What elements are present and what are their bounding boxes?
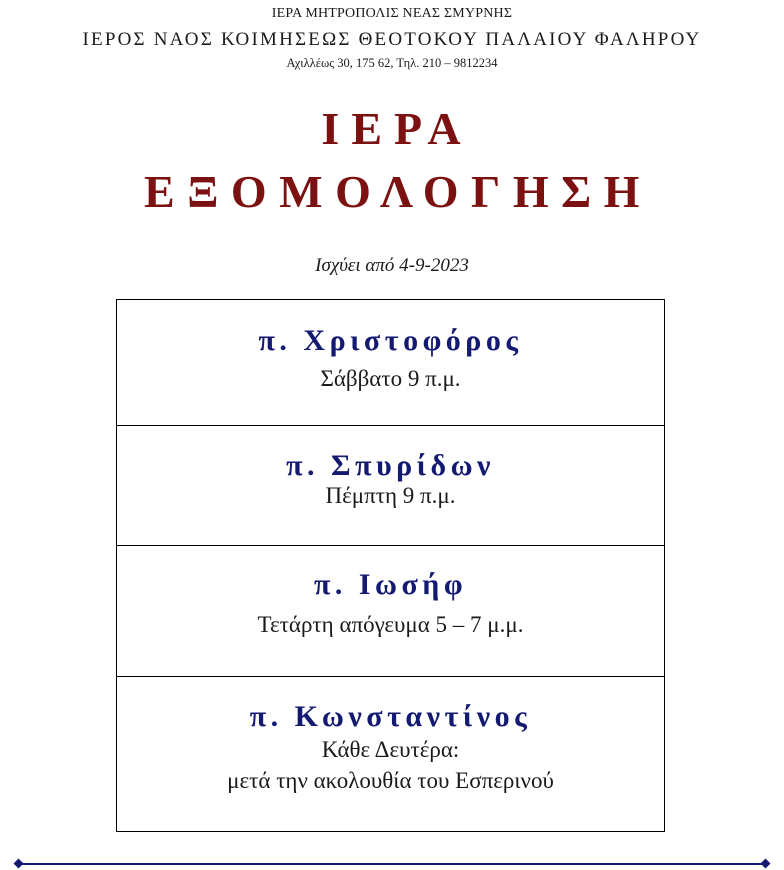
priest-name: π. Κωνσταντίνος xyxy=(249,700,532,733)
confession-time: Σάββατο 9 π.μ. xyxy=(320,366,461,391)
confession-time: Κάθε Δευτέρα: xyxy=(321,737,460,762)
diamond-ornament-right xyxy=(761,859,771,869)
church-name: ΙΕΡΟΣ ΝΑΟΣ ΚΟΙΜΗΣΕΩΣ ΘΕΟΤΟΚΟΥ ΠΑΛΑΙΟΥ ΦΑΛΗΡΟΥ xyxy=(82,29,702,50)
priest-name: π. Σπυρίδων xyxy=(286,449,495,482)
page-title-line-2: ΕΞΟΜΟΛΟΓΗΣΗ xyxy=(144,166,652,217)
schedule-row xyxy=(117,426,664,546)
confession-time: Πέμπτη 9 π.μ. xyxy=(325,483,456,508)
priest-name: π. Ιωσήφ xyxy=(313,568,468,601)
schedule-row xyxy=(117,677,664,831)
priest-name: π. Χριστοφόρος xyxy=(258,324,523,357)
valid-from-date: Ισχύει από 4-9-2023 xyxy=(315,255,469,276)
church-address: Αχιλλέως 30, 175 62, Τηλ. 210 – 9812234 xyxy=(286,56,498,70)
footer-divider xyxy=(18,863,766,865)
metropolis-name: ΙΕΡΑ ΜΗΤΡΟΠΟΛΙΣ ΝΕΑΣ ΣΜΥΡΝΗΣ xyxy=(271,6,513,21)
confession-time-detail: μετά την ακολουθία του Εσπερινού xyxy=(227,768,554,793)
confession-schedule-table xyxy=(116,299,665,832)
page-title-line-1: ΙΕΡΑ xyxy=(321,103,473,154)
schedule-row xyxy=(117,546,664,677)
schedule-row xyxy=(117,300,664,426)
diamond-ornament-left xyxy=(14,859,24,869)
confession-time: Τετάρτη απόγευμα 5 – 7 μ.μ. xyxy=(257,612,524,637)
